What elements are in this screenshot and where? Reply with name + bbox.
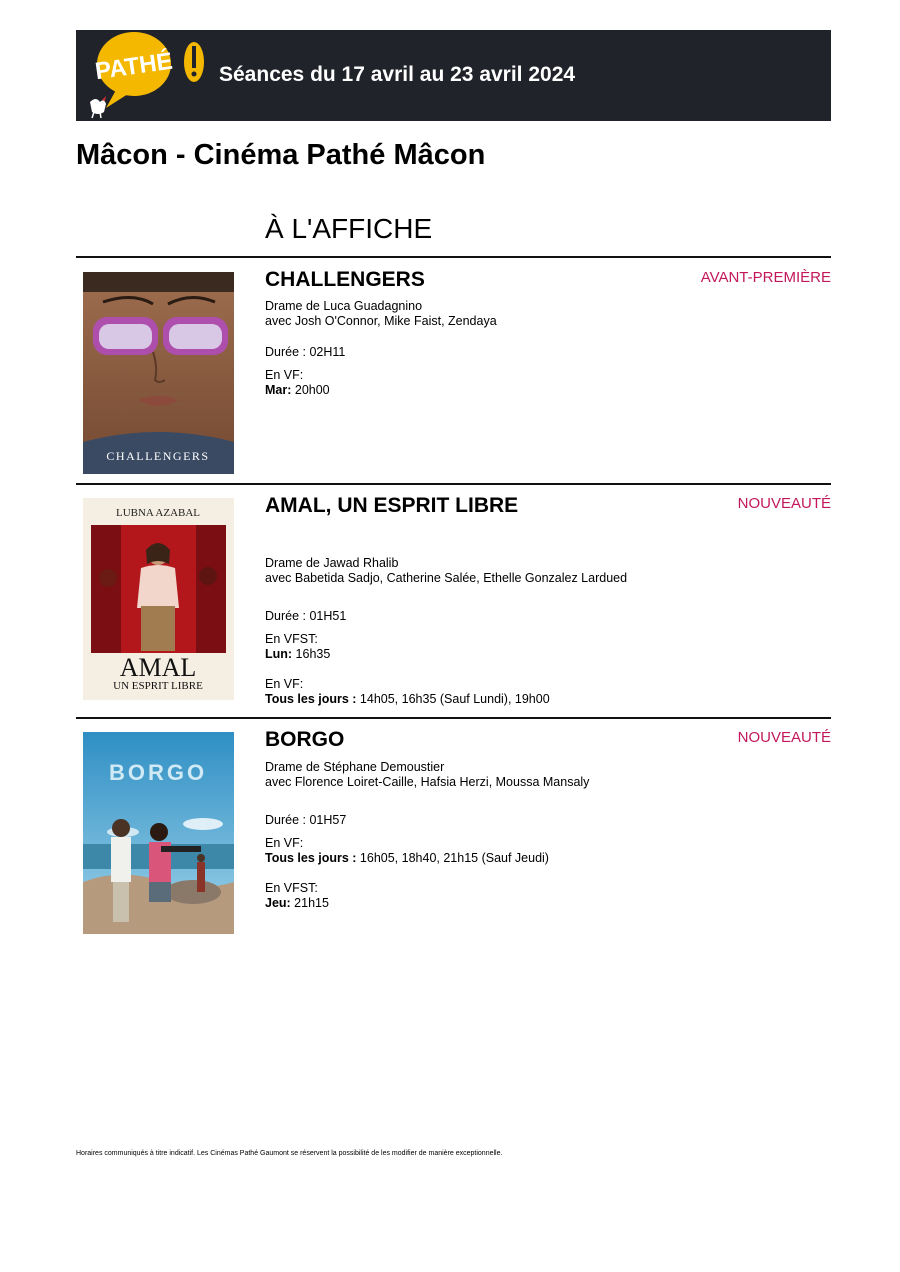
- screening-times: [265, 692, 550, 707]
- screening-version: En VFST:: [265, 632, 318, 646]
- poster-amal-subtitle: UN ESPRIT LIBRE: [113, 680, 203, 692]
- divider: [76, 256, 831, 258]
- screening-hours: 20h00: [291, 383, 330, 397]
- screening-day: Jeu:: [265, 896, 291, 910]
- movie-duration: Durée : 01H57: [265, 813, 347, 827]
- screening-day: Lun:: [265, 647, 293, 661]
- screening-version: En VF:: [265, 368, 304, 382]
- screening-times: [265, 647, 330, 662]
- screening-hours: 21h15: [290, 896, 329, 910]
- movie-title: CHALLENGERS: [265, 268, 425, 291]
- status-badge: NOUVEAUTÉ: [737, 495, 831, 512]
- screening-day: Mar:: [265, 383, 292, 397]
- screening-hours: 16h05, 18h40, 21h15 (Sauf Jeudi): [356, 851, 549, 865]
- poster-challengers-text: CHALLENGERS: [106, 449, 210, 463]
- screening-version: En VFST:: [265, 881, 318, 895]
- pathe-logo: [76, 30, 216, 121]
- screening-version: En VF:: [265, 836, 304, 850]
- screening-times: [265, 896, 329, 911]
- screening-hours: 16h35: [292, 647, 331, 661]
- screening-day: Tous les jours :: [265, 692, 357, 706]
- movie-duration: Durée : 01H51: [265, 609, 347, 623]
- footer-disclaimer: Horaires communiqués à titre indicatif. Les Cinémas Pathé Gaumont se réservent la possibilité de les modifier de manière exceptionnelle.: [76, 1150, 503, 1157]
- header-banner: [76, 30, 831, 121]
- movie-director: Drame de Stéphane Demoustier: [265, 760, 445, 774]
- movie-cast: avec Babetida Sadjo, Catherine Salée, Ethelle Gonzalez Lardued: [265, 571, 628, 585]
- banner-title: Séances du 17 avril au 23 avril 2024: [219, 63, 576, 86]
- movie-cast: avec Florence Loiret-Caille, Hafsia Herzi, Moussa Mansaly: [265, 775, 590, 789]
- poster-challengers[interactable]: [83, 272, 234, 474]
- screening-times: [265, 851, 549, 866]
- poster-borgo[interactable]: [83, 732, 234, 934]
- poster-borgo-title: BORGO: [108, 760, 208, 785]
- status-badge: AVANT-PREMIÈRE: [700, 269, 831, 286]
- screening-day: Tous les jours :: [265, 851, 357, 865]
- status-badge: NOUVEAUTÉ: [737, 729, 831, 746]
- movie-title: BORGO: [265, 728, 345, 751]
- cinema-title: Mâcon - Cinéma Pathé Mâcon: [76, 139, 486, 171]
- poster-amal[interactable]: [83, 498, 234, 700]
- divider: [76, 483, 831, 485]
- svg-text:PATHÉ: PATHÉ: [93, 47, 175, 86]
- poster-amal-title: AMAL: [119, 653, 197, 682]
- movie-cast: avec Josh O'Connor, Mike Faist, Zendaya: [265, 314, 497, 328]
- movie-director: Drame de Luca Guadagnino: [265, 299, 423, 313]
- section-title: À L'AFFICHE: [265, 213, 433, 244]
- screening-times: [265, 383, 330, 398]
- movie-director: Drame de Jawad Rhalib: [265, 556, 399, 570]
- divider: [76, 717, 831, 719]
- movie-title: AMAL, UN ESPRIT LIBRE: [265, 494, 519, 517]
- poster-amal-top: LUBNA AZABAL: [115, 507, 201, 519]
- screening-hours: 14h05, 16h35 (Sauf Lundi), 19h00: [356, 692, 550, 706]
- movie-duration: Durée : 02H11: [265, 345, 346, 359]
- screening-version: En VF:: [265, 677, 304, 691]
